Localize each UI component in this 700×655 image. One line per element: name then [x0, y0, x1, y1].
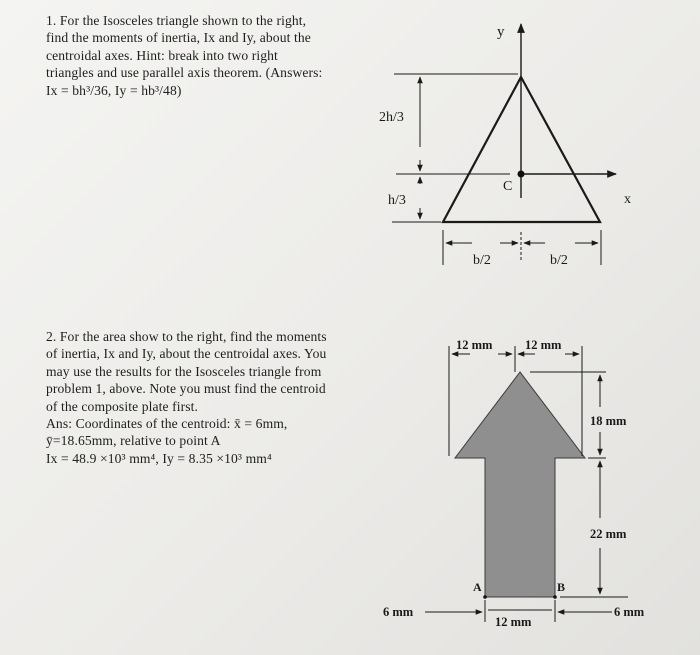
y-axis-label: y — [497, 24, 505, 40]
dim-b2-left-label: b/2 — [473, 253, 491, 268]
problem-2-line: Ans: Coordinates of the centroid: x̄ = 6mm, — [46, 416, 288, 432]
problem-2-line: 2. For the area show to the right, find the moments — [46, 329, 327, 344]
dim-b2-right-label: b/2 — [550, 253, 568, 268]
dim-2h3-label: 2h/3 — [379, 110, 404, 125]
problem-1-line: centroidal axes. Hint: break into two right — [46, 47, 278, 63]
triangle-figure — [392, 24, 616, 265]
dim-6-left-label: 6 mm — [383, 605, 414, 619]
problem-2-line: Ix = 48.9 ×10³ mm⁴, Iy = 8.35 ×10³ mm⁴ — [46, 450, 272, 466]
problem-1-line: triangles and use parallel axis theorem. (Answers: — [46, 65, 323, 81]
problem-1-line: find the moments of inertia, Ix and Iy, about the — [46, 30, 311, 46]
dim-22-label: 22 mm — [590, 527, 627, 541]
point-a-label: A — [473, 580, 482, 594]
centroid-label: C — [503, 179, 513, 194]
dim-12-bottom-label: 12 mm — [495, 615, 532, 629]
point-b-dot — [553, 595, 557, 599]
arrow-plate — [455, 372, 585, 597]
dim-top-left-label: 12 mm — [456, 338, 493, 352]
centroid-dot — [518, 171, 525, 178]
dim-top-right-label: 12 mm — [525, 338, 562, 352]
problem-1-line: Ix = bh³/36, Iy = hb³/48) — [46, 82, 182, 98]
dim-6-right-label: 6 mm — [614, 605, 645, 619]
problem-2-line: ȳ=18.65mm, relative to point A — [46, 433, 221, 449]
arrow-plate-figure — [425, 346, 628, 622]
problem-1-line: 1. For the Isosceles triangle shown to the right, — [46, 13, 307, 28]
problem-2-line: of inertia, Ix and Iy, about the centroidal axes. You — [46, 346, 327, 362]
dim-h3-label: h/3 — [388, 193, 406, 208]
dim-18-label: 18 mm — [590, 414, 627, 428]
problem-2-line: of the composite plate first. — [46, 398, 199, 414]
point-b-label: B — [557, 580, 566, 594]
problem-2-line: may use the results for the Isosceles triangle from — [46, 363, 322, 379]
problem-2-line: problem 1, above. Note you must find the centroid — [46, 381, 326, 397]
point-a-dot — [483, 595, 487, 599]
x-axis-label: x — [624, 192, 631, 207]
